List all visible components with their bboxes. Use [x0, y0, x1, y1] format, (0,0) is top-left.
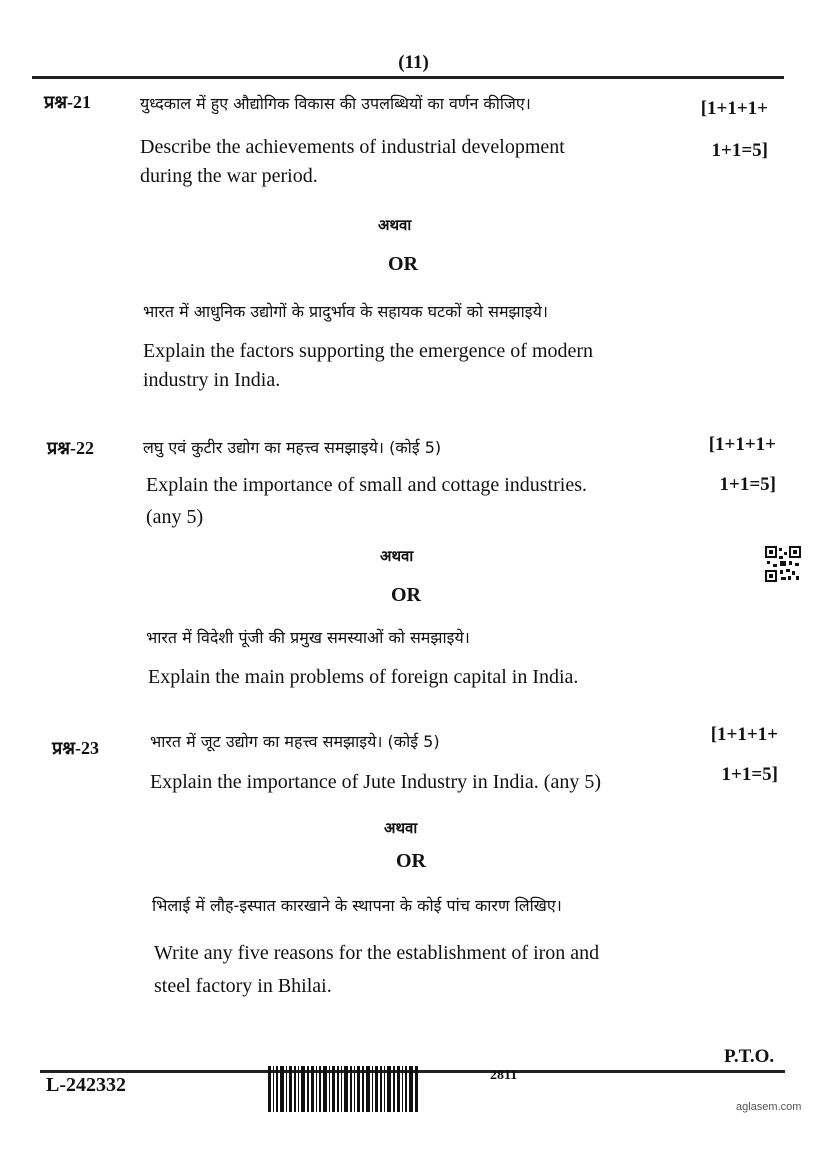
question-21-label: प्रश्न-21 [44, 92, 91, 112]
question-21-hindi: युध्दकाल में हुए औद्योगिक विकास की उपलब्धियों का वर्णन कीजिए। [140, 94, 531, 113]
page-number: (11) [398, 52, 429, 73]
question-23-alt-english-line2: steel factory in Bhilai. [154, 975, 332, 997]
pto-label: P.T.O. [724, 1046, 775, 1067]
question-23-english-line1: Explain the importance of Jute Industry in India. (any 5) [150, 771, 601, 793]
question-22-alt-hindi: भारत में विदेशी पूंजी की प्रमुख समस्याओं को समझाइये। [146, 628, 470, 647]
question-22-or: OR [391, 584, 421, 606]
question-21-marks-line2: 1+1=5] [711, 140, 768, 161]
question-21-alt-english-line1: Explain the factors supporting the emergence of modern [143, 340, 594, 362]
question-23-hindi: भारत में जूट उद्योग का महत्त्व समझाइये। (कोई 5) [150, 732, 440, 751]
question-23-marks-line1: [1+1+1+ [710, 724, 778, 745]
question-23-alt-hindi: भिलाई में लौह-इस्पात कारखाने के स्थापना के कोई पांच कारण लिखिए। [152, 896, 562, 915]
question-21-english-line1: Describe the achievements of industrial development [140, 136, 565, 158]
question-21-marks-line1: [1+1+1+ [700, 98, 768, 119]
question-22-marks-line1: [1+1+1+ [708, 434, 776, 455]
question-23-label: प्रश्न-23 [52, 738, 99, 758]
question-23-alt-english-line1: Write any five reasons for the establishment of iron and [154, 942, 600, 964]
question-21-alt-english-line2: industry in India. [143, 369, 281, 391]
paper-code: L-242332 [46, 1074, 126, 1096]
question-21-english-line2: during the war period. [140, 165, 318, 187]
question-22-athava: अथवा [380, 547, 414, 565]
watermark: aglasem.com [736, 1101, 802, 1113]
question-23-marks-line2: 1+1=5] [721, 764, 778, 785]
question-22-english-line1: Explain the importance of small and cottage industries. [146, 474, 587, 496]
top-rule [32, 76, 784, 79]
question-22-label: प्रश्न-22 [47, 438, 94, 458]
question-22-marks-line2: 1+1=5] [719, 474, 776, 495]
question-22-hindi: लघु एवं कुटीर उद्योग का महत्त्व समझाइये। (कोई 5) [143, 438, 442, 457]
question-21-athava: अथवा [378, 216, 412, 234]
qr-code-icon [765, 546, 801, 582]
barcode-number: 2811 [490, 1068, 518, 1083]
question-21-or: OR [388, 253, 418, 275]
barcode-icon [268, 1066, 468, 1112]
question-23-or: OR [396, 850, 426, 872]
question-22-english-line2: (any 5) [146, 506, 204, 528]
question-22-alt-english-line1: Explain the main problems of foreign capital in India. [148, 666, 579, 688]
question-23-athava: अथवा [384, 819, 418, 837]
question-21-alt-hindi: भारत में आधुनिक उद्योगों के प्रादुर्भाव के सहायक घटकों को समझाइये। [143, 302, 548, 321]
